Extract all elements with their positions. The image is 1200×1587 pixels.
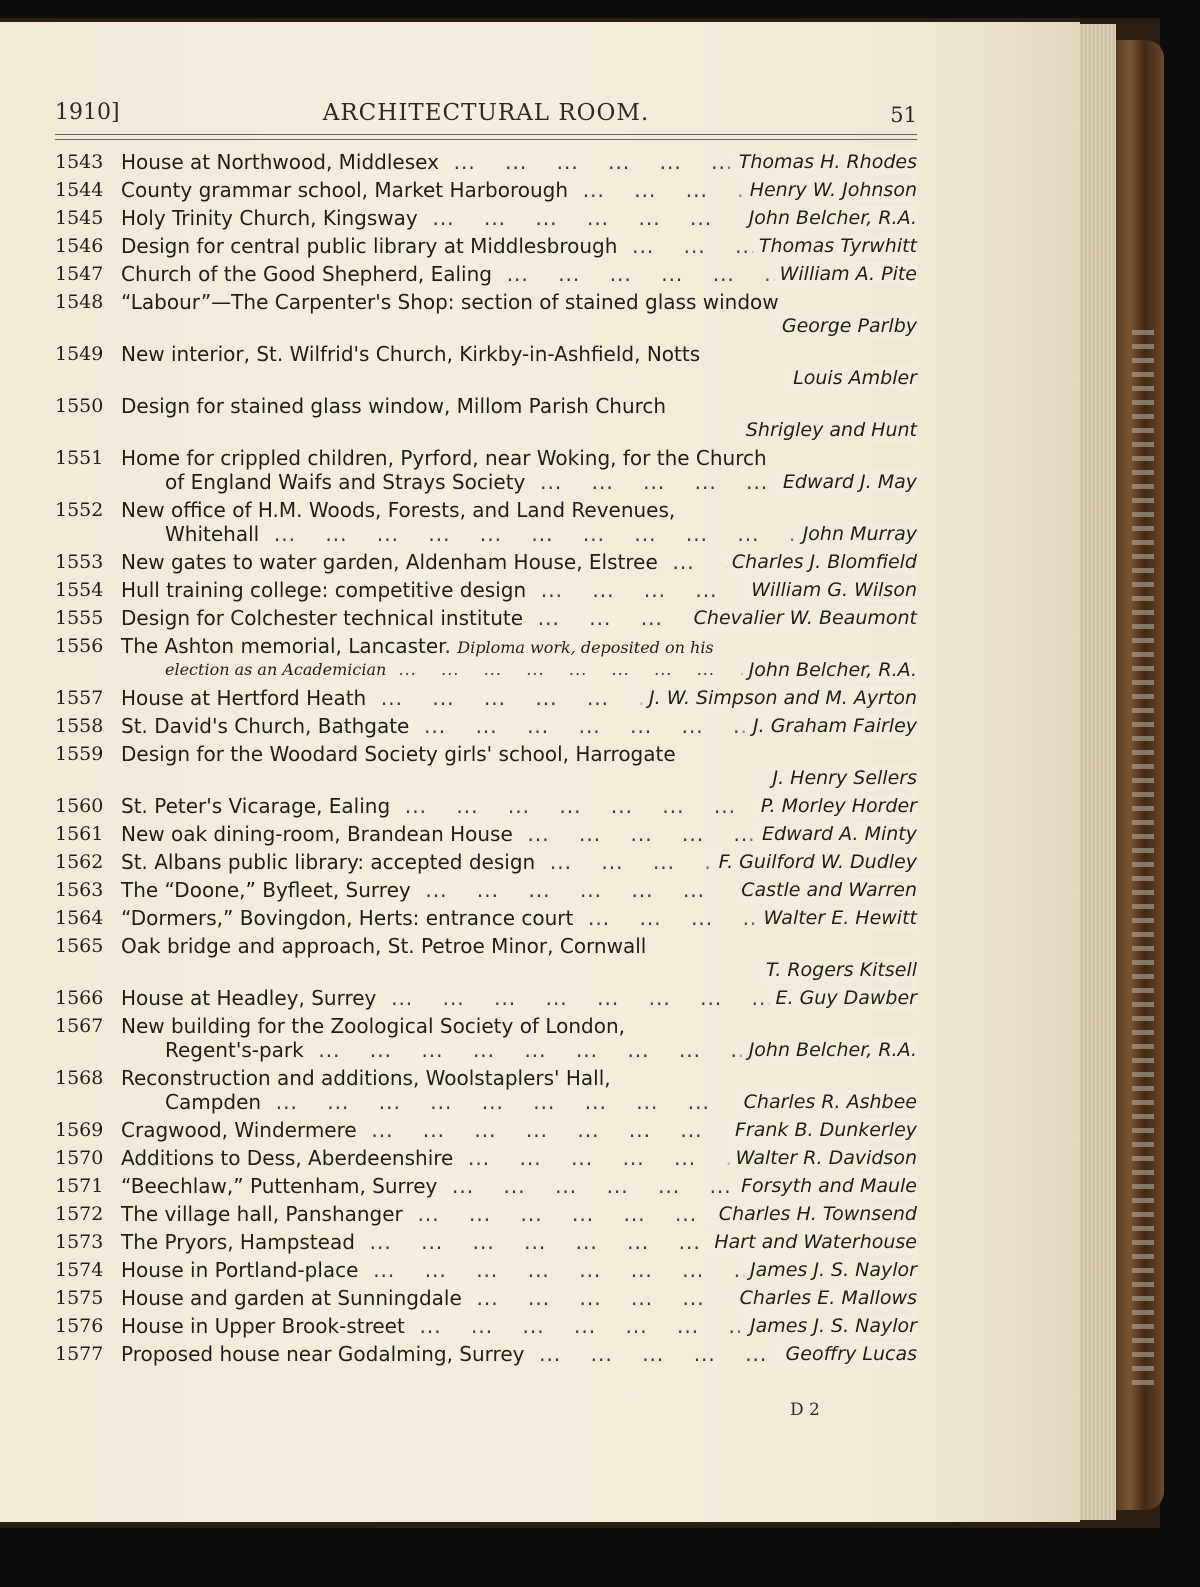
entry-number: 1576: [55, 1315, 104, 1337]
list-item: [55, 498, 917, 546]
list-item: [55, 1118, 917, 1142]
entry-line: [55, 1342, 917, 1366]
list-item: [55, 606, 917, 630]
entry-continuation: of England Waifs and Strays Society ...: [165, 470, 917, 494]
architect-name: F. Guilford W. Dudley: [705, 850, 917, 874]
entry-number: 1574: [55, 1259, 104, 1281]
entry-number: 1561: [55, 823, 104, 845]
list-item: [55, 714, 917, 738]
entry-number: 1560: [55, 795, 104, 817]
architect-name: Thomas H. Rhodes: [725, 150, 917, 174]
entry-line-continued: [55, 958, 917, 982]
entry-line-continued: [55, 766, 917, 790]
entry-title-text: The “Doone,” Byfleet, Surrey: [121, 878, 411, 902]
list-item: [55, 578, 917, 602]
list-item: [55, 742, 917, 790]
entry-number: 1549: [55, 343, 104, 365]
entry-number: 1546: [55, 235, 104, 257]
entry-number: 1554: [55, 579, 104, 601]
entry-number: 1553: [55, 551, 104, 573]
entry-line: [55, 906, 917, 930]
list-item: [55, 822, 917, 846]
architect-name: Charles H. Townsend: [705, 1202, 917, 1226]
list-item: [55, 934, 917, 982]
entry-line: [55, 634, 917, 658]
entry-title-text: Church of the Good Shepherd, Ealing: [121, 262, 492, 286]
architect-name: E. Guy Dawber: [761, 986, 917, 1010]
entry-title-text: “Labour”—The Carpenter's Shop: section of stained glass window: [121, 290, 779, 314]
architect-name: William A. Pite: [766, 262, 917, 286]
entry-line: [55, 150, 917, 174]
entry-line: [55, 606, 917, 630]
entry-line: [55, 1118, 917, 1142]
architect-name: Shrigley and Hunt: [732, 418, 917, 442]
entry-line-continued: [55, 366, 917, 390]
list-item: [55, 206, 917, 230]
entry-line: [55, 1014, 917, 1038]
list-item: [55, 794, 917, 818]
entry-line-continued: [55, 658, 917, 682]
entry-number: 1548: [55, 291, 104, 313]
entry-line: [55, 550, 917, 574]
architect-name: Hart and Waterhouse: [700, 1230, 917, 1254]
architect-name: Charles R. Ashbee: [730, 1090, 917, 1114]
entry-line: [55, 1230, 917, 1254]
entry-number: 1566: [55, 987, 104, 1009]
entry-title-text: St. David's Church, Bathgate: [121, 714, 410, 738]
list-item: [55, 986, 917, 1010]
list-item: [55, 1230, 917, 1254]
entry-number: 1544: [55, 179, 104, 201]
entry-line: [55, 1258, 917, 1282]
entry-title-text: New building for the Zoological Society of London,: [121, 1014, 625, 1038]
entry-line: [55, 1174, 917, 1198]
entry-line: [55, 234, 917, 258]
list-item: [55, 1314, 917, 1338]
entry-number: 1551: [55, 447, 104, 469]
entry-line: [55, 878, 917, 902]
list-item: [55, 1066, 917, 1114]
list-item: [55, 1146, 917, 1170]
entry-title-text: Home for crippled children, Pyrford, near Woking, for the Church: [121, 446, 767, 470]
architect-name: Walter R. Davidson: [722, 1146, 917, 1170]
entry-continuation: Campden ...: [165, 1090, 917, 1114]
entry-line: [55, 850, 917, 874]
entry-line: [55, 1066, 917, 1090]
entry-line: [55, 986, 917, 1010]
entry-title-text: House in Upper Brook-street: [121, 1314, 405, 1338]
list-item: [55, 550, 917, 574]
entry-number: 1547: [55, 263, 104, 285]
entry-title-text: Cragwood, Windermere: [121, 1118, 357, 1142]
list-item: [55, 1342, 917, 1366]
list-item: [55, 178, 917, 202]
entry-line: [55, 1314, 917, 1338]
list-item: [55, 850, 917, 874]
entry-line: [55, 822, 917, 846]
entry-line: [55, 794, 917, 818]
list-item: [55, 446, 917, 494]
entry-line: [55, 686, 917, 710]
entry-title-text: Design for the Woodard Society girls' school, Harrogate: [121, 742, 676, 766]
entry-number: 1575: [55, 1287, 104, 1309]
entry-line: [55, 714, 917, 738]
entry-number: 1555: [55, 607, 104, 629]
entry-line: [55, 206, 917, 230]
page-edges: [1080, 24, 1116, 1520]
list-item: [55, 1014, 917, 1062]
list-item: [55, 342, 917, 390]
entry-title: [121, 934, 917, 958]
list-item: [55, 686, 917, 710]
entry-number: 1552: [55, 499, 104, 521]
entry-note: Diploma work, deposited on his: [457, 638, 714, 657]
list-item: [55, 262, 917, 286]
entry-title: [121, 394, 917, 418]
entry-title-text: “Beechlaw,” Puttenham, Surrey: [121, 1174, 438, 1198]
architect-name: T. Rogers Kitsell: [752, 958, 917, 982]
entry-number: 1556: [55, 635, 104, 657]
list-item: [55, 878, 917, 902]
entry-title: [121, 1066, 917, 1090]
entry-number: 1568: [55, 1067, 104, 1089]
entry-title-text: House in Portland-place: [121, 1258, 359, 1282]
list-item: [55, 1286, 917, 1310]
architect-name: Walter E. Hewitt: [750, 906, 917, 930]
architect-name: John Murray: [789, 522, 917, 546]
architect-name: Geoffry Lucas: [772, 1342, 917, 1366]
entry-line-continued: [55, 470, 917, 494]
entry-number: 1550: [55, 395, 104, 417]
architect-name: J. W. Simpson and M. Ayrton: [635, 686, 917, 710]
spine-decoration: [1132, 330, 1154, 1390]
header-rule: [55, 134, 917, 140]
entry-number: 1564: [55, 907, 104, 929]
architect-name: James J. S. Naylor: [736, 1314, 917, 1338]
entry-continuation: Whitehall ...: [165, 522, 917, 546]
list-item: [55, 1174, 917, 1198]
entry-title-text: Proposed house near Godalming, Surrey: [121, 1342, 525, 1366]
entry-number: 1558: [55, 715, 104, 737]
entry-title-text: Oak bridge and approach, St. Petroe Minor, Cornwall: [121, 934, 647, 958]
entry-number: 1567: [55, 1015, 104, 1037]
entry-line: [55, 178, 917, 202]
architect-name: Forsyth and Maule: [727, 1174, 917, 1198]
entry-title-text: Reconstruction and additions, Woolstaplers' Hall,: [121, 1066, 611, 1090]
entry-number: 1545: [55, 207, 104, 229]
entry-title-text: Design for central public library at Middlesbrough: [121, 234, 618, 258]
architect-name: John Belcher, R.A.: [735, 658, 917, 682]
entry-title-text: Additions to Dess, Aberdeenshire: [121, 1146, 454, 1170]
list-item: [55, 150, 917, 174]
entry-number: 1543: [55, 151, 104, 173]
header-title: ARCHITECTURAL ROOM.: [322, 100, 650, 126]
entry-line: [55, 578, 917, 602]
entry-title-text: The Pryors, Hampstead: [121, 1230, 355, 1254]
entry-number: 1577: [55, 1343, 104, 1365]
entry-title: [121, 446, 917, 470]
running-header: [55, 100, 917, 134]
entry-continuation: election as an Academician ...: [165, 658, 917, 682]
entry-number: 1565: [55, 935, 104, 957]
list-item: [55, 1258, 917, 1282]
list-item: [55, 394, 917, 442]
entry-title: [121, 342, 917, 366]
architect-name: Thomas Tyrwhitt: [745, 234, 917, 258]
entry-title-text: “Dormers,” Bovingdon, Herts: entrance court: [121, 906, 574, 930]
entry-title-text: Holy Trinity Church, Kingsway: [121, 206, 418, 230]
entry-title: [121, 634, 917, 660]
entry-line-continued: [55, 418, 917, 442]
entry-number: 1562: [55, 851, 104, 873]
entry-number: 1559: [55, 743, 104, 765]
entry-title-text: Design for stained glass window, Millom Parish Church: [121, 394, 667, 418]
entry-title-text: St. Albans public library: accepted design: [121, 850, 536, 874]
entry-number: 1569: [55, 1119, 104, 1141]
entry-line-continued: [55, 522, 917, 546]
architect-name: Frank B. Dunkerley: [721, 1118, 917, 1142]
architect-name: Charles E. Mallows: [726, 1286, 917, 1310]
entry-line: [55, 446, 917, 470]
entry-line-continued: [55, 314, 917, 338]
list-item: [55, 1202, 917, 1226]
entry-line: [55, 1146, 917, 1170]
entry-title: [121, 290, 917, 314]
header-year: 1910]: [55, 100, 120, 125]
entry-title-text: House and garden at Sunningdale: [121, 1286, 462, 1310]
entry-title-text: House at Northwood, Middlesex: [121, 150, 439, 174]
architect-name: J. Graham Fairley: [739, 714, 917, 738]
entry-title-text: The village hall, Panshanger: [121, 1202, 403, 1226]
entry-line: [55, 1202, 917, 1226]
entry-number: 1573: [55, 1231, 104, 1253]
entry-number: 1557: [55, 687, 104, 709]
entry-line: [55, 498, 917, 522]
architect-name: J. Henry Sellers: [758, 766, 917, 790]
entry-title-text: New office of H.M. Woods, Forests, and Land Revenues,: [121, 498, 676, 522]
architect-name: William G. Wilson: [737, 578, 917, 602]
list-item: [55, 906, 917, 930]
entry-line: [55, 742, 917, 766]
page-number: 51: [890, 103, 917, 127]
entry-title-text: Design for Colchester technical institute: [121, 606, 524, 630]
signature-mark: D 2: [790, 1400, 820, 1420]
entry-line: [55, 1286, 917, 1310]
entry-title-text: The Ashton memorial, Lancaster.: [121, 634, 451, 658]
entry-title-text: St. Peter's Vicarage, Ealing: [121, 794, 391, 818]
catalogue-list: [55, 150, 917, 1370]
entry-title-text: Hull training college: competitive design: [121, 578, 527, 602]
entry-line: [55, 934, 917, 958]
architect-name: John Belcher, R.A.: [735, 206, 917, 230]
entry-title-text: House at Hertford Heath: [121, 686, 367, 710]
architect-name: James J. S. Naylor: [736, 1258, 917, 1282]
entry-line-continued: [55, 1090, 917, 1114]
entry-title: [121, 498, 917, 522]
architect-name: Edward J. May: [769, 470, 917, 494]
architect-name: Henry W. Johnson: [736, 178, 917, 202]
entry-title: [121, 742, 917, 766]
list-item: [55, 234, 917, 258]
list-item: [55, 290, 917, 338]
entry-line: [55, 394, 917, 418]
entry-line: [55, 262, 917, 286]
entry-number: 1572: [55, 1203, 104, 1225]
architect-name: Louis Ambler: [779, 366, 917, 390]
entry-line: [55, 342, 917, 366]
entry-continuation: Regent's-park ...: [165, 1038, 917, 1062]
architect-name: P. Morley Horder: [747, 794, 917, 818]
entry-number: 1571: [55, 1175, 104, 1197]
entry-title-text: County grammar school, Market Harborough: [121, 178, 569, 202]
entry-title: [121, 1014, 917, 1038]
entry-number: 1570: [55, 1147, 104, 1169]
architect-name: Charles J. Blomfield: [718, 550, 917, 574]
entry-title-text: New oak dining-room, Brandean House: [121, 822, 513, 846]
entry-line: [55, 290, 917, 314]
list-item: [55, 634, 917, 682]
architect-name: John Belcher, R.A.: [735, 1038, 917, 1062]
entry-number: 1563: [55, 879, 104, 901]
entry-title-text: House at Headley, Surrey: [121, 986, 377, 1010]
entry-title-text: New interior, St. Wilfrid's Church, Kirkby-in-Ashfield, Notts: [121, 342, 701, 366]
architect-name: George Parlby: [768, 314, 917, 338]
architect-name: Chevalier W. Beaumont: [680, 606, 917, 630]
architect-name: Castle and Warren: [727, 878, 917, 902]
entry-line-continued: [55, 1038, 917, 1062]
entry-title-text: New gates to water garden, Aldenham House, Elstree: [121, 550, 658, 574]
architect-name: Edward A. Minty: [748, 822, 917, 846]
